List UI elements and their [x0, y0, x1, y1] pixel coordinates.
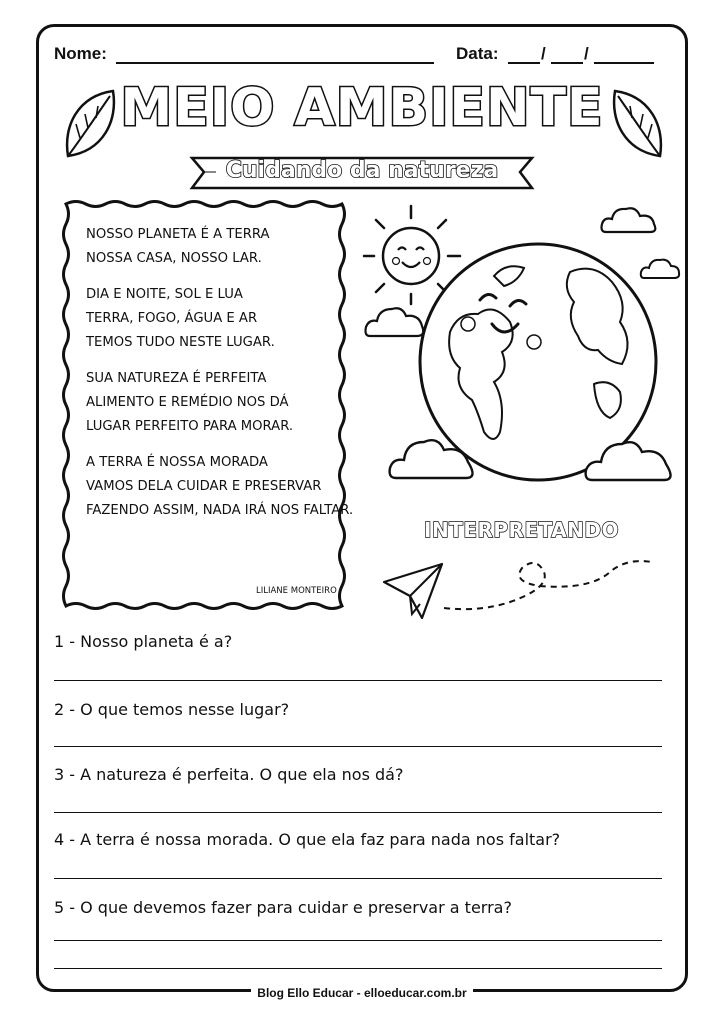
date-separator: /: [584, 44, 589, 63]
poem-stanza: [86, 367, 356, 439]
date-separator: /: [541, 44, 546, 63]
poem-line: SUA NATUREZA É PERFEITA: [86, 371, 267, 386]
date-label: Data:: [456, 44, 499, 63]
answer-line-5b[interactable]: [54, 968, 662, 969]
date-year-field[interactable]: [594, 62, 654, 64]
poem-stanza: [86, 283, 356, 355]
subtitle-banner: [190, 152, 534, 192]
paper-plane-icon: [382, 562, 446, 622]
question-1: 1 - Nosso planeta é a?: [54, 632, 233, 651]
name-label: Nome:: [54, 44, 107, 63]
page-title: MEIO AMBIENTE: [120, 78, 604, 138]
date-day-field[interactable]: [508, 62, 540, 64]
footer-credit: Blog Ello Educar - elloeducar.com.br: [251, 986, 472, 1000]
poem-line: NOSSO PLANETA É A TERRA: [86, 227, 270, 242]
answer-line-5a[interactable]: [54, 940, 662, 941]
poem-stanza: [86, 451, 356, 523]
footer: [0, 984, 724, 1002]
dashed-flight-path: [440, 552, 660, 616]
answer-line-3[interactable]: [54, 812, 662, 813]
question-5: 5 - O que devemos fazer para cuidar e preservar a terra?: [54, 898, 512, 917]
poem-line: A TERRA É NOSSA MORADA: [86, 455, 268, 470]
poem-line: LUGAR PERFEITO PARA MORAR.: [86, 419, 294, 434]
answer-line-2[interactable]: [54, 746, 662, 747]
poem-line: FAZENDO ASSIM, NADA IRÁ NOS FALTAR.: [86, 503, 354, 518]
poem-line: TEMOS TUDO NESTE LUGAR.: [86, 335, 275, 350]
question-3: 3 - A natureza é perfeita. O que ela nos dá?: [54, 765, 404, 784]
poem-line: ALIMENTO E REMÉDIO NOS DÁ: [86, 395, 289, 410]
cloud-icon: [388, 428, 478, 484]
section-title: INTERPRETANDO: [424, 518, 620, 542]
poem-line: NOSSA CASA, NOSSO LAR.: [86, 251, 262, 266]
date-month-field[interactable]: [551, 62, 583, 64]
poem-author: LILIANE MONTEIRO: [256, 586, 337, 596]
question-4: 4 - A terra é nossa morada. O que ela faz para nada nos faltar?: [54, 830, 561, 849]
subtitle: Cuidando da natureza: [225, 158, 499, 183]
poem-line: TERRA, FOGO, ÁGUA E AR: [86, 311, 258, 326]
poem-line: DIA E NOITE, SOL E LUA: [86, 287, 243, 302]
poem-stanza: [86, 223, 356, 271]
answer-line-1[interactable]: [54, 680, 662, 681]
question-2: 2 - O que temos nesse lugar?: [54, 700, 290, 719]
name-field[interactable]: [116, 62, 434, 64]
cloud-icon: [584, 432, 676, 486]
answer-line-4[interactable]: [54, 878, 662, 879]
poem: [86, 223, 356, 535]
poem-line: VAMOS DELA CUIDAR E PRESERVAR: [86, 479, 322, 494]
